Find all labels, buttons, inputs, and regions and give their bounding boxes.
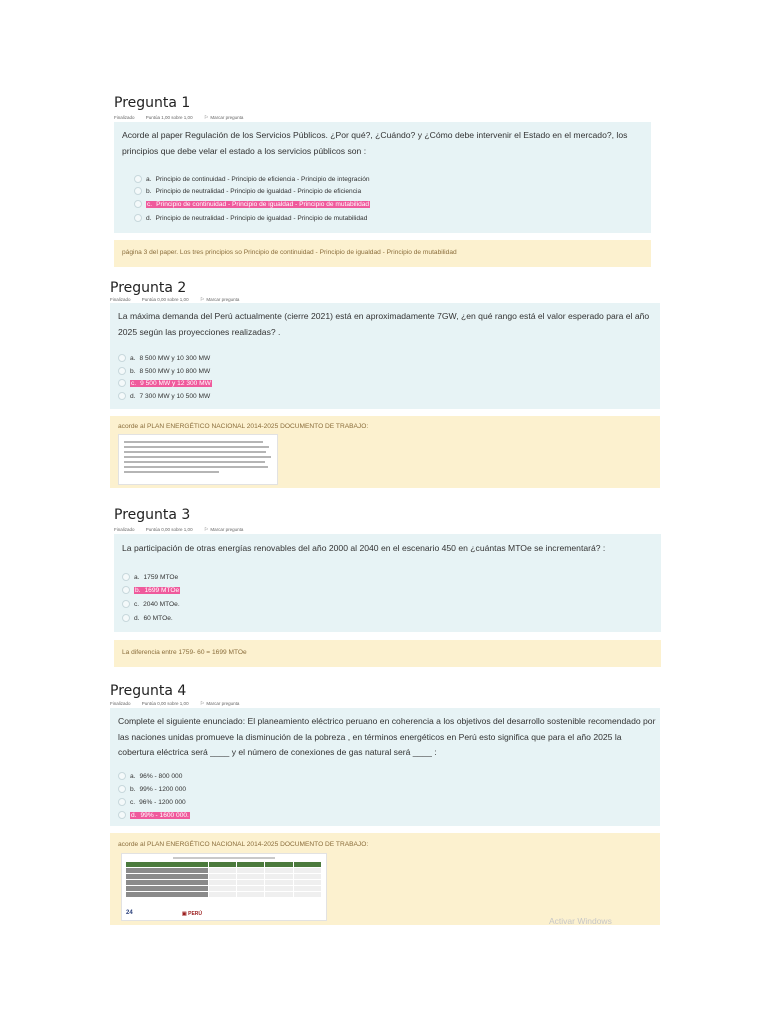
table-row [126, 874, 322, 879]
question-1-flag-label: Marcar pregunta [210, 115, 244, 120]
option-letter: d. [134, 615, 140, 622]
text-line [124, 471, 219, 473]
question-3-score: Puntúa 0,00 sobre 1,00 [145, 527, 193, 532]
question-3-feedback [114, 640, 661, 667]
text-line [124, 451, 266, 453]
question-3-meta [114, 527, 263, 533]
radio-icon [118, 367, 126, 375]
text-line [124, 466, 268, 468]
question-4-option-c[interactable] [118, 797, 186, 808]
option-letter: c. [147, 201, 153, 208]
table-caption-line [173, 857, 275, 859]
question-3-option-b[interactable] [122, 585, 180, 596]
question-4-box [110, 708, 660, 826]
question-2-flag-label: Marcar pregunta [206, 297, 240, 302]
option-text: 8 500 MW y 10 800 MW [139, 368, 211, 375]
question-4-title: Pregunta 4 [110, 683, 187, 699]
question-2-text: La máxima demanda del Perú actualmente (cierre 2021) está en aproximadamente 7GW, ¿en qué rango está el valor esperado para el año 2025 según las proyecciones realizadas? . [118, 311, 650, 337]
radio-icon [118, 811, 126, 819]
question-1-score: Puntúa 1,00 sobre 1,00 [145, 115, 193, 120]
option-text: 96% - 800 000 [139, 773, 183, 780]
question-1-option-d[interactable] [134, 213, 367, 224]
table-row [126, 868, 322, 873]
question-2-option-b[interactable] [118, 366, 210, 377]
question-1-option-c[interactable] [134, 199, 370, 210]
question-2-option-d[interactable] [118, 391, 210, 402]
question-1-option-a[interactable] [134, 174, 370, 185]
option-letter: b. [130, 368, 136, 375]
table-row [126, 880, 322, 885]
table-row [126, 886, 322, 891]
question-4-feedback [110, 833, 660, 925]
option-letter: c. [131, 380, 137, 387]
flag-icon: ⚐ [199, 701, 205, 707]
question-1-box [114, 122, 651, 233]
option-text: Principio de neutralidad - Principio de igualdad - Principio de mutabilidad [155, 215, 368, 222]
question-1-meta [114, 115, 263, 121]
question-4-option-d[interactable] [118, 810, 190, 821]
question-3-option-a[interactable] [122, 572, 178, 583]
document-table-image [121, 853, 327, 921]
question-2-title: Pregunta 2 [110, 280, 187, 296]
option-letter: a. [130, 355, 136, 362]
radio-icon [122, 614, 130, 622]
option-text: 9 500 MW y 12 300 MW [140, 380, 211, 387]
option-text: 99% - 1200 000 [139, 786, 187, 793]
question-4-score: Puntúa 0,00 sobre 1,00 [141, 701, 189, 706]
option-text: 8 500 MW y 10 300 MW [139, 355, 211, 362]
table-header-row [126, 862, 322, 867]
flag-icon: ⚐ [203, 527, 209, 533]
peru-logo [182, 911, 202, 917]
option-letter: a. [134, 574, 140, 581]
option-text: 99% - 1600 000. [140, 812, 189, 819]
option-letter: d. [131, 812, 137, 819]
radio-icon [122, 573, 130, 581]
question-4-option-a[interactable] [118, 771, 182, 782]
question-3-text: La participación de otras energías renovables del año 2000 al 2040 en el escenario 450 en ¿cuántas MTOe se incrementará? : [122, 543, 606, 553]
question-4-feedback-text: acorde al PLAN ENERGÉTICO NACIONAL 2014-2025 DOCUMENTO DE TRABAJO: [118, 841, 369, 848]
radio-icon [134, 200, 142, 208]
document-page-number: 24 [126, 910, 133, 916]
activate-windows-watermark: Activar Windows [549, 916, 612, 926]
question-2-score: Puntúa 0,00 sobre 1,00 [141, 297, 189, 302]
radio-icon [118, 392, 126, 400]
flag-icon: ⚐ [203, 115, 209, 121]
text-line [124, 441, 263, 443]
question-2-option-c[interactable] [118, 378, 212, 389]
option-letter: b. [130, 786, 136, 793]
radio-icon [118, 354, 126, 362]
option-text: 1759 MTOe [143, 574, 179, 581]
question-3-feedback-text: La diferencia entre 1759- 60 = 1699 MTOe [122, 649, 247, 656]
text-line [124, 461, 265, 463]
option-text: 2040 MTOe. [143, 601, 180, 608]
question-1-text: Acorde al paper Regulación de los Servicios Públicos. ¿Por qué?, ¿Cuándo? y ¿Cómo debe intervenir el Estado en el mercado?, los principios que debe velar el estado a los servicios públicos son : [122, 130, 628, 156]
question-3-flag-button[interactable] [204, 527, 254, 532]
question-1-feedback-text: página 3 del paper. Los tres principios so Principio de continuidad - Principio de igualdad - Principio de mutabilidad [122, 249, 457, 256]
question-1-flag-button[interactable] [204, 115, 254, 120]
question-4-flag-label: Marcar pregunta [206, 701, 240, 706]
question-2-feedback-text: acorde al PLAN ENERGÉTICO NACIONAL 2014-2025 DOCUMENTO DE TRABAJO: [118, 423, 369, 430]
radio-icon [134, 175, 142, 183]
question-3-box [114, 534, 661, 632]
question-2-feedback [110, 416, 660, 488]
question-3-title: Pregunta 3 [114, 507, 191, 523]
question-3-option-c[interactable] [122, 599, 180, 610]
question-2-status: Finalizado [110, 297, 131, 302]
radio-icon [122, 600, 130, 608]
question-2-box [110, 303, 660, 409]
question-1-feedback [114, 240, 651, 267]
document-excerpt-image [118, 434, 278, 485]
option-text: Principio de neutralidad - Principio de igualdad - Principio de eficiencia [155, 188, 362, 195]
option-letter: b. [135, 587, 141, 594]
question-4-text: Complete el siguiente enunciado: El planeamiento eléctrico peruano en coherencia a los objetivos del desarrollo sostenible recomendado por las naciones unidas promueve la disminución de la pobreza , en términos energéticos en Perú esto significa que para el año 2025 la cobertura eléctrica será ____ y el número de conexiones de gas natural será ____ : [118, 716, 656, 757]
question-3-option-d[interactable] [122, 613, 173, 624]
text-line [124, 446, 269, 448]
crest-icon: ▣ [182, 911, 187, 917]
question-3-status: Finalizado [114, 527, 135, 532]
table-row [126, 892, 322, 897]
radio-icon [118, 379, 126, 387]
option-text: Principio de continuidad - Principio de eficiencia - Principio de integración [155, 176, 370, 183]
option-text: Principio de continuidad - Principio de igualdad - Principio de mutabilidad [156, 201, 370, 208]
question-3-flag-label: Marcar pregunta [210, 527, 244, 532]
radio-icon [134, 214, 142, 222]
question-4-option-b[interactable] [118, 784, 186, 795]
question-1-status: Finalizado [114, 115, 135, 120]
option-letter: a. [146, 176, 152, 183]
option-text: 1699 MTOe [144, 587, 180, 594]
question-1-title: Pregunta 1 [114, 95, 191, 111]
text-line [124, 456, 271, 458]
radio-icon [118, 772, 126, 780]
option-letter: c. [134, 601, 140, 608]
peru-logo-text: PERÚ [188, 911, 203, 917]
flag-icon: ⚐ [199, 297, 205, 303]
radio-icon [118, 785, 126, 793]
radio-icon [122, 586, 130, 594]
radio-icon [134, 187, 142, 195]
question-4-flag-button[interactable] [200, 701, 250, 706]
question-1-option-b[interactable] [134, 186, 361, 197]
radio-icon [118, 798, 126, 806]
option-letter: c. [130, 799, 136, 806]
question-4-status: Finalizado [110, 701, 131, 706]
option-letter: d. [146, 215, 152, 222]
option-letter: d. [130, 393, 136, 400]
option-text: 96% - 1200 000 [139, 799, 186, 806]
question-2-flag-button[interactable] [200, 297, 250, 302]
question-2-option-a[interactable] [118, 353, 210, 364]
option-letter: a. [130, 773, 136, 780]
question-4-meta [110, 701, 259, 707]
option-letter: b. [146, 188, 152, 195]
option-text: 60 MTOe. [143, 615, 173, 622]
option-text: 7 300 MW y 10 500 MW [139, 393, 211, 400]
